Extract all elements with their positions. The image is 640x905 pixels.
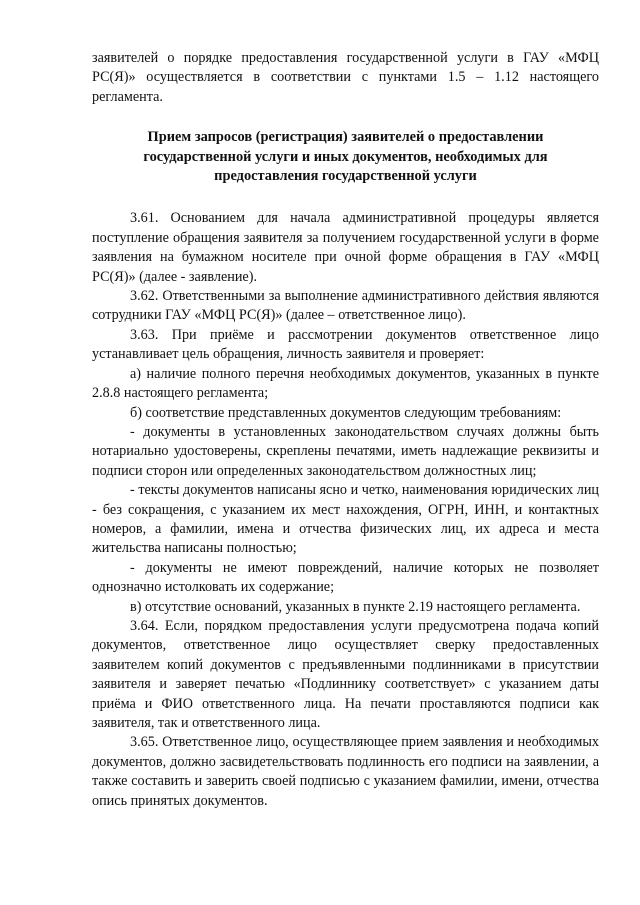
requirement-item: - документы в установленных законодательством случаях должны быть нотариально удостоверены, скреплены печатями, иметь надлежащие реквизиты и подписи сторон или определенных законодательством должностных лиц; xyxy=(92,423,599,479)
paragraph-3-61: 3.61. Основанием для начала административной процедуры является поступление обращения заявителя за получением государственной услуги в форме заявления на бумажном носителе при очной форме обращения в ГАУ «МФЦ РС(Я)» (далее - заявление). xyxy=(92,210,599,285)
heading-line: Прием запросов (регистрация) заявителей о предоставлении xyxy=(147,129,544,146)
requirement-item: - тексты документов написаны ясно и четко, наименования юридических лиц - без сокращения, с указанием их мест нахождения, ОГРН, ИНН, и контактных номеров, а фамилии, имена и отчества физических лиц, их адреса и места жительства написаны полностью; xyxy=(92,482,599,557)
intro-paragraph: заявителей о порядке предоставления государственной услуги в ГАУ «МФЦ РС(Я)» осуществляется в соответствии с пунктами 1.5 – 1.12 настоящего регламента. xyxy=(92,50,599,105)
document-body xyxy=(92,49,599,811)
paragraph-3-62: 3.62. Ответственными за выполнение административного действия являются сотрудники ГАУ «МФЦ РС(Я)» (далее – ответственное лицо). xyxy=(92,288,599,324)
section-heading xyxy=(92,128,599,186)
heading-line: государственной услуги и иных документов, необходимых для xyxy=(143,148,548,165)
requirement-item: - документы не имеют повреждений, наличие которых не позволяет однозначно истолковать их содержание; xyxy=(92,559,599,596)
heading-line: предоставления государственной услуги xyxy=(214,168,477,185)
list-item-v: в) отсутствие оснований, указанных в пункте 2.19 настоящего регламента. xyxy=(130,598,581,615)
paragraph-3-63: 3.63. При приёме и рассмотрении документов ответственное лицо устанавливает цель обращения, личность заявителя и проверяет: xyxy=(92,326,599,363)
paragraph-3-65: 3.65. Ответственное лицо, осуществляющее прием заявления и необходимых документов, должно засвидетельствовать подлинность его подписи на заявлении, а также составить и заверить своей подписью с указанием фамилии, имени, отчества опись принятых документов. xyxy=(92,734,599,809)
paragraph-3-64: 3.64. Если, порядком предоставления услуги предусмотрена подача копий документов, ответственное лицо осуществляет сверку предоставленных заявителем копий документов с предъявленными подлинниками в присутствии заявителя и заверяет печатью «Подлиннику соответствует» с указанием даты приёма и ФИО ответственного лица. На печати проставляются подписи как заявителя, так и ответственного лица. xyxy=(92,617,599,731)
list-item-a: а) наличие полного перечня необходимых документов, указанных в пункте 2.8.8 настоящего регламента; xyxy=(92,365,599,402)
list-item-b: б) соответствие представленных документов следующим требованиям: xyxy=(130,404,562,421)
